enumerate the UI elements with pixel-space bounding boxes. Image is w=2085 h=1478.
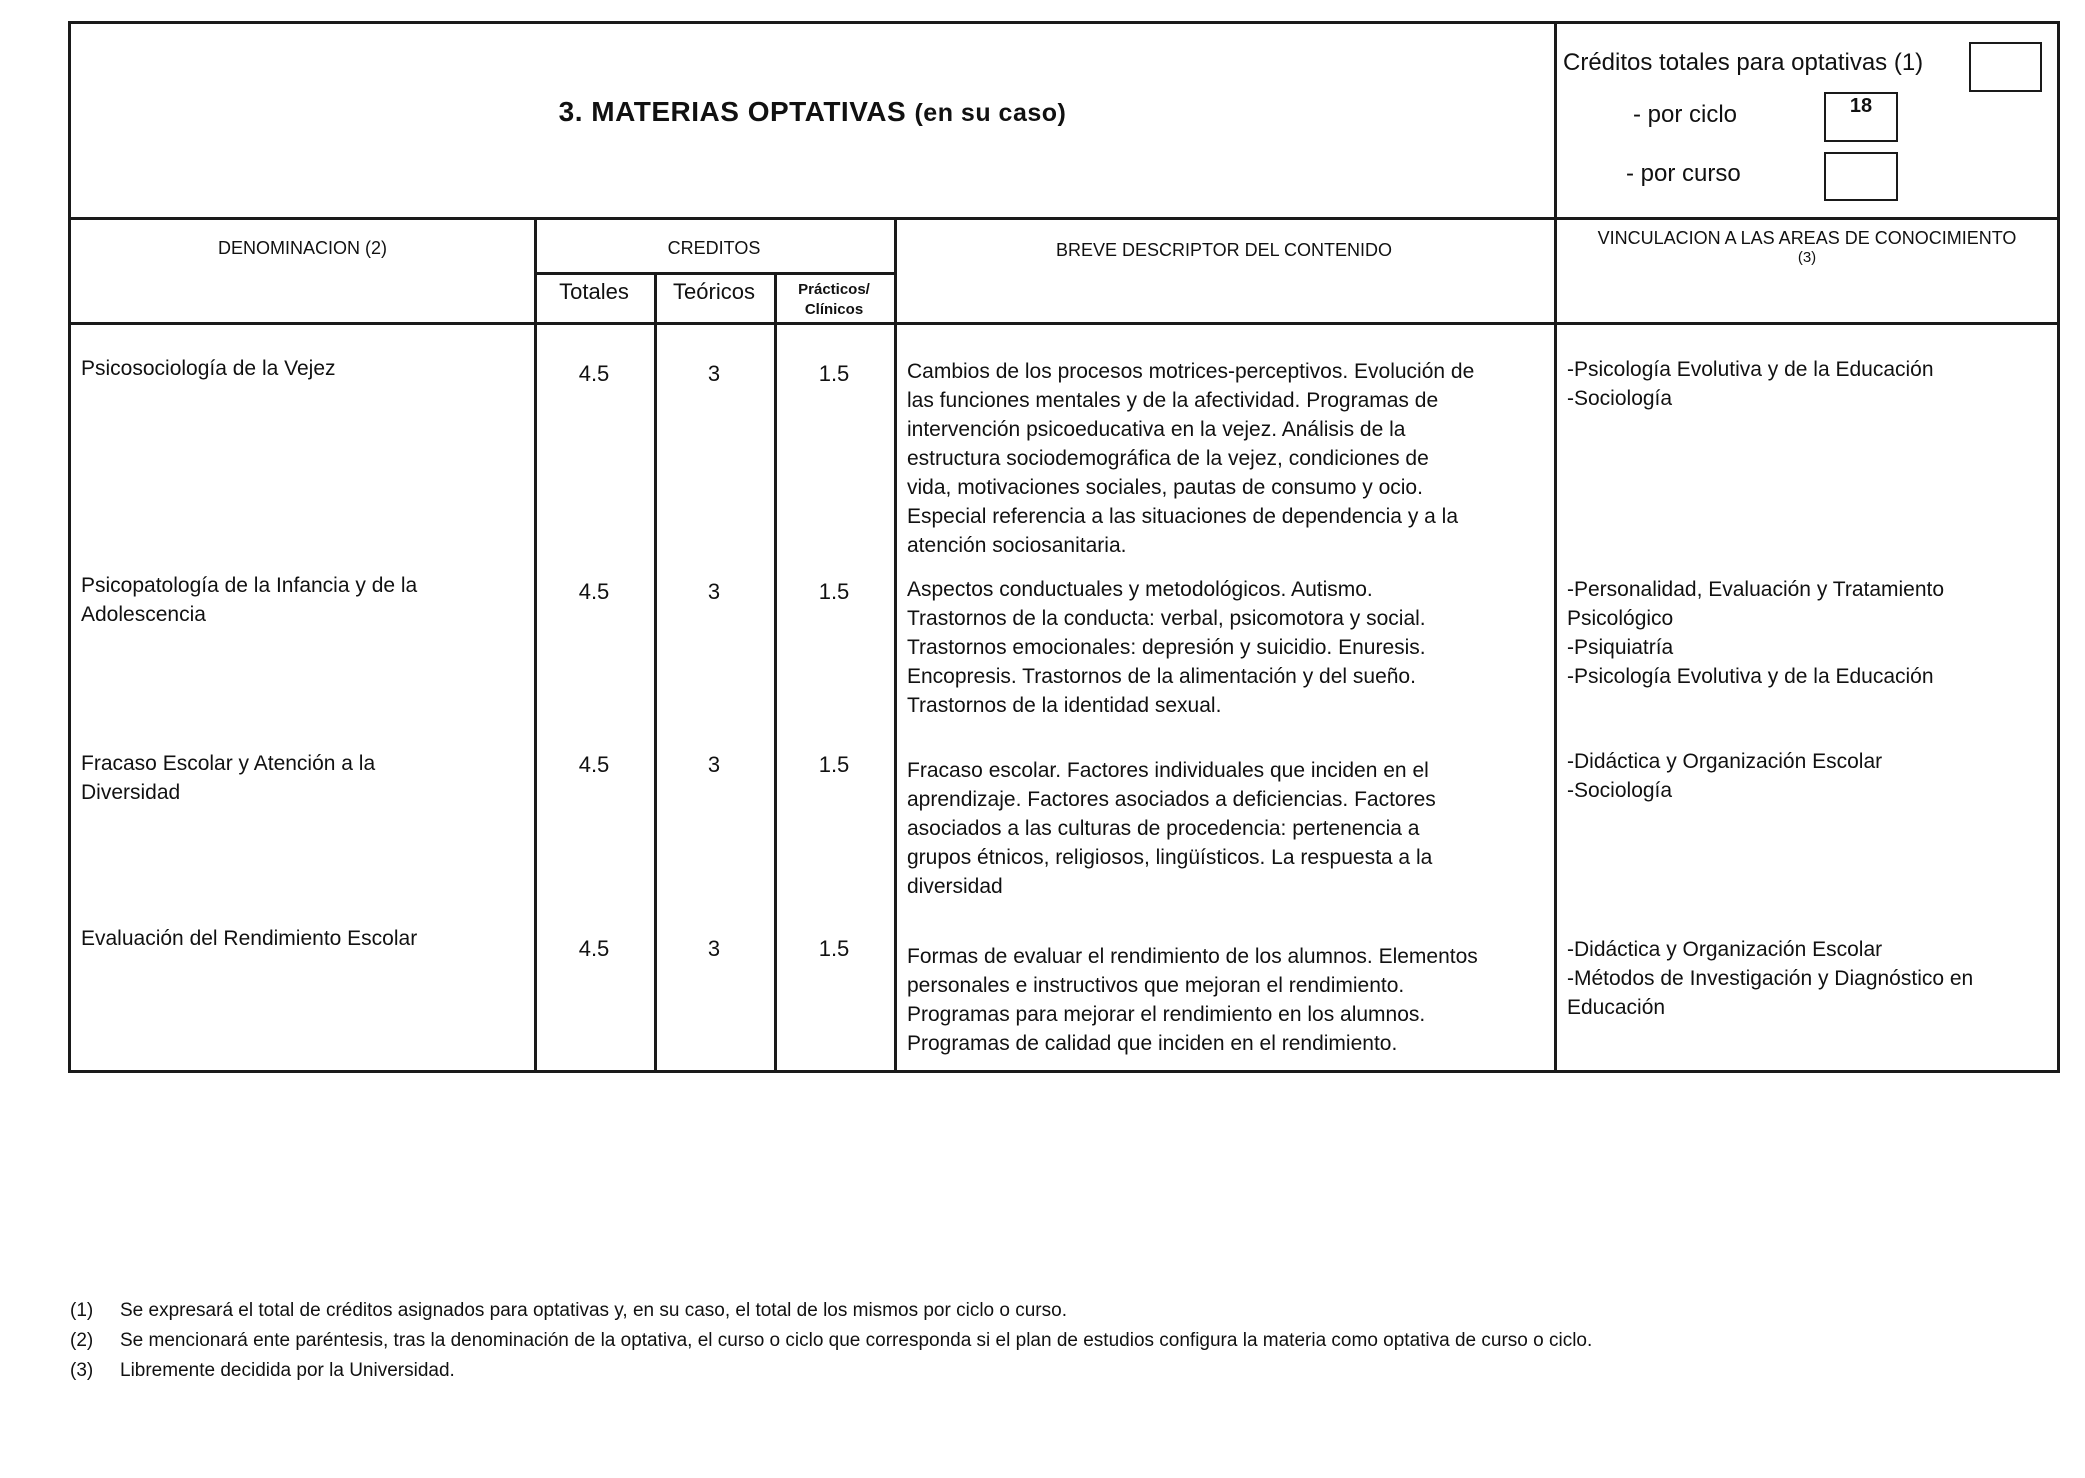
per-course-label: - por curso bbox=[1626, 160, 1741, 187]
per-cycle-label: - por ciclo bbox=[1633, 101, 1738, 128]
credits-practicos: 1.5 bbox=[818, 752, 850, 777]
descriptor bbox=[907, 575, 1547, 720]
subject-name bbox=[81, 354, 521, 383]
header-practicos bbox=[774, 280, 894, 320]
footnote-number: (2) bbox=[70, 1330, 94, 1351]
knowledge-areas bbox=[1567, 935, 2057, 1022]
descriptor-line: Programas de calidad que inciden en el rendimiento. bbox=[907, 1032, 1398, 1055]
descriptor bbox=[907, 756, 1547, 901]
credits-teoricos: 3 bbox=[707, 752, 721, 777]
knowledge-area-line: Psicológico bbox=[1567, 607, 1674, 630]
descriptor-line: Programas para mejorar el rendimiento en los alumnos. bbox=[907, 1003, 1426, 1026]
footnote-number: (3) bbox=[70, 1360, 94, 1381]
subject-name bbox=[81, 749, 521, 807]
descriptor-line: atención sociosanitaria. bbox=[907, 534, 1127, 557]
header-denominacion: DENOMINACION (2) bbox=[217, 238, 387, 258]
descriptor-line: las funciones mentales y de la afectividad. Programas de bbox=[907, 389, 1439, 412]
footnote bbox=[70, 1356, 455, 1386]
descriptor bbox=[907, 357, 1547, 560]
credits-practicos: 1.5 bbox=[818, 361, 850, 386]
credits-teoricos: 3 bbox=[707, 579, 721, 604]
divider bbox=[894, 217, 897, 1070]
header-vinculacion-note: (3) bbox=[1797, 249, 1817, 266]
credits-practicos: 1.5 bbox=[818, 579, 850, 604]
knowledge-area-line: -Didáctica y Organización Escolar bbox=[1567, 750, 1883, 773]
credits-totales: 4.5 bbox=[578, 752, 610, 777]
descriptor-line: diversidad bbox=[907, 875, 1003, 898]
subject-name-line: Adolescencia bbox=[81, 603, 206, 626]
subject-name bbox=[81, 924, 521, 953]
section-title-text: 3. MATERIAS OPTATIVAS bbox=[558, 96, 907, 127]
credits-totales: 4.5 bbox=[578, 936, 610, 961]
per-cycle-box: 18 bbox=[1824, 92, 1898, 142]
descriptor-line: Trastornos de la conducta: verbal, psicomotora y social. bbox=[907, 607, 1426, 630]
header-totales: Totales bbox=[559, 279, 629, 304]
descriptor bbox=[907, 942, 1547, 1058]
knowledge-area-line: -Psicología Evolutiva y de la Educación bbox=[1567, 358, 1934, 381]
credits-totales: 4.5 bbox=[578, 361, 610, 386]
header-clinicos-line: Clínicos bbox=[804, 301, 864, 318]
descriptor-line: aprendizaje. Factores asociados a deficiencias. Factores bbox=[907, 788, 1436, 811]
descriptor-line: vida, motivaciones sociales, pautas de consumo y ocio. bbox=[907, 476, 1423, 499]
descriptor-line: grupos étnicos, religiosos, lingüísticos. La respuesta a la bbox=[907, 846, 1433, 869]
footnote-text: Se expresará el total de créditos asignados para optativas y, en su caso, el total de los mismos por ciclo o curso. bbox=[120, 1300, 1067, 1321]
credits-totales: 4.5 bbox=[578, 579, 610, 604]
descriptor-line: Formas de evaluar el rendimiento de los alumnos. Elementos bbox=[907, 945, 1478, 968]
subject-name-line: Fracaso Escolar y Atención a la bbox=[81, 752, 376, 775]
divider bbox=[71, 322, 2057, 325]
credits-practicos: 1.5 bbox=[818, 936, 850, 961]
descriptor-line: Fracaso escolar. Factores individuales que inciden en el bbox=[907, 759, 1429, 782]
subject-name-line: Psicosociología de la Vejez bbox=[81, 357, 336, 380]
subject-name bbox=[81, 571, 521, 629]
header-vinculacion bbox=[1557, 228, 2057, 266]
descriptor-line: Especial referencia a las situaciones de dependencia y a la bbox=[907, 505, 1459, 528]
knowledge-area-line: -Personalidad, Evaluación y Tratamiento bbox=[1567, 578, 1945, 601]
divider bbox=[71, 217, 2057, 220]
divider bbox=[1554, 24, 1557, 1070]
descriptor-line: Trastornos de la identidad sexual. bbox=[907, 694, 1222, 717]
header-teoricos: Teóricos bbox=[673, 279, 755, 304]
footnote-text: Libremente decidida por la Universidad. bbox=[120, 1360, 455, 1381]
footnote-number: (1) bbox=[70, 1300, 94, 1321]
subject-name-line: Evaluación del Rendimiento Escolar bbox=[81, 927, 418, 950]
optativas-table bbox=[68, 21, 2060, 1073]
knowledge-areas bbox=[1567, 747, 2057, 805]
total-credits-box bbox=[1969, 42, 2042, 92]
header-practicos-line: Prácticos/ bbox=[798, 281, 870, 298]
knowledge-area-line: -Didáctica y Organización Escolar bbox=[1567, 938, 1883, 961]
knowledge-area-line: -Psiquiatría bbox=[1567, 636, 1674, 659]
knowledge-area-line: -Psicología Evolutiva y de la Educación bbox=[1567, 665, 1934, 688]
knowledge-areas bbox=[1567, 355, 2057, 413]
footnote bbox=[70, 1296, 1067, 1326]
descriptor-line: personales e instructivos que mejoran el rendimiento. bbox=[907, 974, 1405, 997]
footnote bbox=[70, 1326, 1592, 1356]
header-vinculacion-line: VINCULACION A LAS AREAS DE CONOCIMIENTO bbox=[1597, 228, 2017, 248]
descriptor-line: Trastornos emocionales: depresión y suicidio. Enuresis. bbox=[907, 636, 1426, 659]
knowledge-area-line: -Sociología bbox=[1567, 779, 1673, 802]
descriptor-line: intervención psicoeducativa en la vejez. Análisis de la bbox=[907, 418, 1406, 441]
credits-teoricos: 3 bbox=[707, 361, 721, 386]
subject-name-line: Diversidad bbox=[81, 781, 181, 804]
header-descriptor: BREVE DESCRIPTOR DEL CONTENIDO bbox=[1055, 240, 1393, 260]
descriptor-line: estructura sociodemográfica de la vejez, condiciones de bbox=[907, 447, 1429, 470]
knowledge-area-line: Educación bbox=[1567, 996, 1666, 1019]
knowledge-areas bbox=[1567, 575, 2057, 691]
header-creditos: CREDITOS bbox=[667, 238, 761, 258]
per-course-box bbox=[1824, 152, 1898, 201]
section-title bbox=[71, 96, 1554, 128]
footnote-text: Se mencionará ente paréntesis, tras la denominación de la optativa, el curso o ciclo que corresponda si el plan de estudios configura la materia como optativa de curso o ciclo. bbox=[120, 1330, 1593, 1351]
credits-teoricos: 3 bbox=[707, 936, 721, 961]
descriptor-line: Cambios de los procesos motrices-perceptivos. Evolución de bbox=[907, 360, 1475, 383]
knowledge-area-line: -Sociología bbox=[1567, 387, 1673, 410]
total-credits-label: Créditos totales para optativas (1) bbox=[1563, 49, 1924, 76]
section-title-suffix: (en su caso) bbox=[914, 99, 1067, 127]
descriptor-line: Aspectos conductuales y metodológicos. Autismo. bbox=[907, 578, 1373, 601]
knowledge-area-line: -Métodos de Investigación y Diagnóstico en bbox=[1567, 967, 1974, 990]
divider bbox=[534, 272, 894, 275]
descriptor-line: Encopresis. Trastornos de la alimentación y del sueño. bbox=[907, 665, 1416, 688]
subject-name-line: Psicopatología de la Infancia y de la bbox=[81, 574, 418, 597]
descriptor-line: asociados a las culturas de procedencia: pertenencia a bbox=[907, 817, 1420, 840]
